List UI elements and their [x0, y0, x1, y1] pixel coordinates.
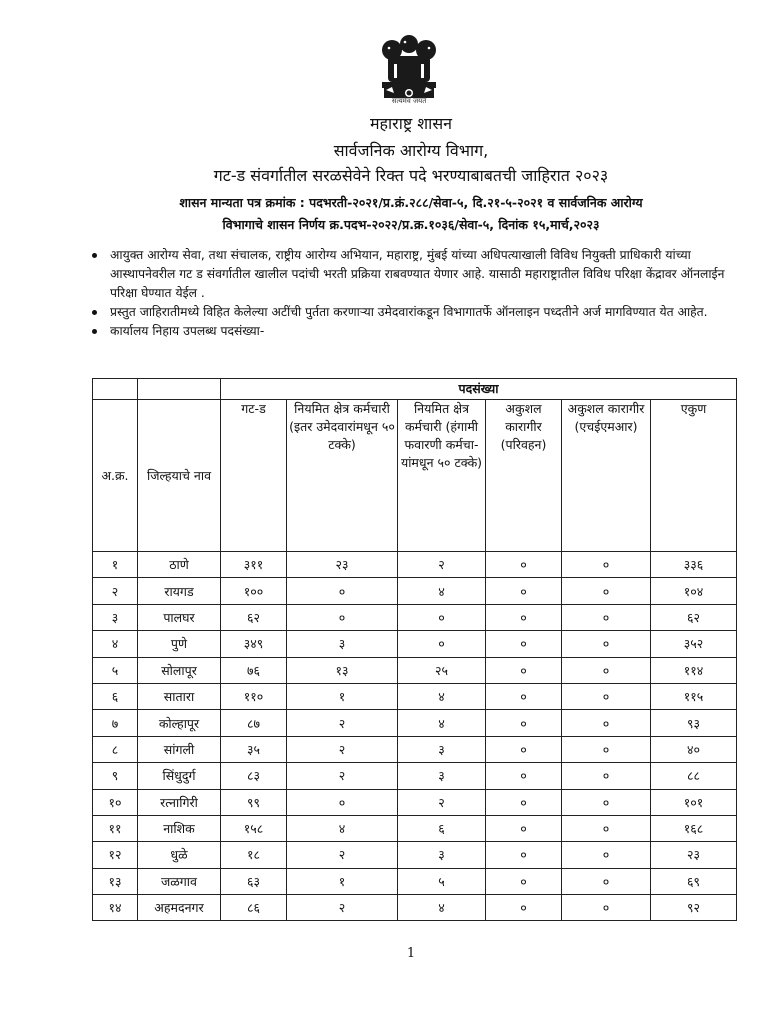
cell-district: सांगली	[138, 736, 221, 762]
column-header-gat-d: गट-ड	[221, 400, 287, 552]
cell-regular-other: २	[287, 710, 398, 736]
cell-district: पालघर	[138, 604, 221, 630]
bullet-dot	[92, 329, 97, 334]
cell-sr: ११	[93, 815, 138, 841]
cell-sr: १३	[93, 868, 138, 894]
bullet-dot	[92, 310, 97, 315]
bullet-dot	[92, 253, 97, 258]
table-row	[93, 868, 737, 894]
cell-unskilled-hmr: ०	[562, 710, 651, 736]
cell-regular-temp: २५	[398, 657, 486, 683]
cell-total: १६८	[651, 815, 737, 841]
cell-sr: १	[93, 552, 138, 578]
cell-unskilled-hmr: ०	[562, 657, 651, 683]
cell-unskilled-transport: ०	[486, 552, 562, 578]
table-row	[93, 895, 737, 921]
cell-regular-temp: ३	[398, 842, 486, 868]
table-row	[93, 683, 737, 709]
column-header-regular-temp: नियमित क्षेत्र कर्मचारी (हंगामी फवारणी कर्मचा-यांमधून ५० टक्के)	[398, 400, 486, 552]
cell-sr: ५	[93, 657, 138, 683]
cell-unskilled-transport: ०	[486, 736, 562, 762]
cell-total: ४०	[651, 736, 737, 762]
cell-regular-other: १	[287, 868, 398, 894]
cell-total: ९३	[651, 710, 737, 736]
page-number: 1	[406, 946, 416, 961]
cell-unskilled-hmr: ०	[562, 578, 651, 604]
vacancy-table	[92, 378, 737, 921]
cell-regular-other: २	[287, 895, 398, 921]
column-header-unskilled-hmr: अकुशल कारागीर (एचईएमआर)	[562, 400, 651, 552]
cell-total: ८८	[651, 763, 737, 789]
emblem-motto: सत्यमेव जयते	[391, 97, 427, 105]
cell-unskilled-transport: ०	[486, 578, 562, 604]
column-header-district: जिल्हयाचे नाव	[138, 400, 221, 552]
cell-sr: ३	[93, 604, 138, 630]
cell-regular-temp: ०	[398, 604, 486, 630]
cell-regular-temp: ४	[398, 895, 486, 921]
cell-regular-other: ०	[287, 578, 398, 604]
government-name: महाराष्ट्र शासन	[369, 114, 453, 133]
cell-sr: १४	[93, 895, 138, 921]
cell-gat-d: १५८	[221, 815, 287, 841]
bullet-text: आयुक्त आरोग्य सेवा, तथा संचालक, राष्ट्रीय आरोग्य अभियान, महाराष्ट्र, मुंबई यांच्या अधिपत्याखाली विविध नियुक्ती प्राधिकारी यांच्या आस्थापनेवरील गट ड संवर्गातील खालील पदांची भरती प्रक्रिया राबवण्यात येणार आहे. यासाठी महाराष्ट्रातील विविध परिक्षा केंद्रावर ऑनलाईन परिक्षा घेण्यात येईल .	[110, 248, 725, 300]
cell-gat-d: ६२	[221, 604, 287, 630]
cell-regular-other: २३	[287, 552, 398, 578]
cell-unskilled-hmr: ०	[562, 763, 651, 789]
cell-regular-other: २	[287, 842, 398, 868]
cell-regular-other: १	[287, 683, 398, 709]
cell-unskilled-hmr: ०	[562, 604, 651, 630]
cell-regular-other: ४	[287, 815, 398, 841]
table-row	[93, 604, 737, 630]
cell-district: ठाणे	[138, 552, 221, 578]
table-row	[93, 578, 737, 604]
cell-gat-d: ८३	[221, 763, 287, 789]
cell-district: कोल्हापूर	[138, 710, 221, 736]
cell-district: जळगाव	[138, 868, 221, 894]
column-header-unskilled-transport: अकुशल कारागीर (परिवहन)	[486, 400, 562, 552]
cell-regular-temp: ६	[398, 815, 486, 841]
cell-sr: ९	[93, 763, 138, 789]
cell-regular-temp: ४	[398, 710, 486, 736]
cell-gat-d: ३४९	[221, 631, 287, 657]
cell-district: सातारा	[138, 683, 221, 709]
cell-regular-temp: ४	[398, 683, 486, 709]
cell-regular-temp: ४	[398, 578, 486, 604]
government-resolution-line: विभागाचे शासन निर्णय क्र.पदभ-२०२२/प्र.क्र.१०३६/सेवा-५, दिनांक १५,मार्च,२०२३	[222, 217, 600, 232]
advertisement-title: गट-ड संवर्गातील सरळसेवेने रिक्त पदे भरण्याबाबतची जाहिरात २०२३	[213, 166, 609, 185]
cell-regular-temp: २	[398, 789, 486, 815]
blank-header-cell	[93, 379, 138, 400]
cell-regular-other: २	[287, 763, 398, 789]
cell-sr: १२	[93, 842, 138, 868]
cell-unskilled-transport: ०	[486, 631, 562, 657]
table-row	[93, 631, 737, 657]
cell-total: ३५२	[651, 631, 737, 657]
cell-unskilled-hmr: ०	[562, 868, 651, 894]
cell-unskilled-transport: ०	[486, 895, 562, 921]
cell-gat-d: ७६	[221, 657, 287, 683]
table-row	[93, 789, 737, 815]
table-row	[93, 657, 737, 683]
cell-unskilled-hmr: ०	[562, 736, 651, 762]
cell-unskilled-hmr: ०	[562, 552, 651, 578]
cell-unskilled-hmr: ०	[562, 895, 651, 921]
cell-sr: ४	[93, 631, 138, 657]
cell-sr: १०	[93, 789, 138, 815]
table-row	[93, 842, 737, 868]
cell-unskilled-hmr: ०	[562, 815, 651, 841]
cell-district: पुणे	[138, 631, 221, 657]
cell-total: ११४	[651, 657, 737, 683]
bullet-posts-available	[92, 322, 736, 341]
bullet-application-info	[92, 303, 736, 322]
cell-gat-d: ९९	[221, 789, 287, 815]
cell-total: ३३६	[651, 552, 737, 578]
cell-total: ९२	[651, 895, 737, 921]
column-header-regular-other: नियमित क्षेत्र कर्मचारी (इतर उमेदवारांमधून ५० टक्के)	[287, 400, 398, 552]
cell-regular-other: ०	[287, 604, 398, 630]
cell-regular-temp: ०	[398, 631, 486, 657]
cell-regular-temp: ३	[398, 763, 486, 789]
cell-gat-d: ३११	[221, 552, 287, 578]
cell-district: अहमदनगर	[138, 895, 221, 921]
cell-district: सोलापूर	[138, 657, 221, 683]
post-count-group-header: पदसंख्या	[221, 379, 737, 400]
table-row	[93, 710, 737, 736]
cell-sr: ६	[93, 683, 138, 709]
bullet-text: प्रस्तुत जाहिरातीमध्ये विहित केलेल्या अटींची पुर्तता करणाऱ्या उमेदवारांकडून विभागातर्फे ऑनलाइन पध्दतीने अर्ज मागविण्यात येत आहेत.	[110, 305, 708, 319]
cell-regular-temp: ५	[398, 868, 486, 894]
cell-sr: २	[93, 578, 138, 604]
cell-district: धुळे	[138, 842, 221, 868]
cell-unskilled-transport: ०	[486, 868, 562, 894]
cell-total: १०१	[651, 789, 737, 815]
bullet-list	[92, 246, 736, 341]
cell-unskilled-hmr: ०	[562, 683, 651, 709]
cell-unskilled-transport: ०	[486, 657, 562, 683]
cell-sr: ८	[93, 736, 138, 762]
cell-unskilled-transport: ०	[486, 683, 562, 709]
cell-total: २३	[651, 842, 737, 868]
cell-regular-other: १३	[287, 657, 398, 683]
cell-unskilled-transport: ०	[486, 815, 562, 841]
column-header-total: एकुण	[651, 400, 737, 552]
cell-unskilled-transport: ०	[486, 842, 562, 868]
bullet-recruitment-info	[92, 246, 736, 303]
cell-unskilled-hmr: ०	[562, 789, 651, 815]
cell-total: ६२	[651, 604, 737, 630]
cell-total: १०४	[651, 578, 737, 604]
cell-gat-d: १८	[221, 842, 287, 868]
cell-regular-temp: ३	[398, 736, 486, 762]
sanction-letter-line: शासन मान्यता पत्र क्रमांक : पदभरती-२०२१/प्र.क्रं.२८८/सेवा-५, दि.२१-५-२०२१ व सार्वजनिक आरोग्य	[179, 195, 643, 210]
cell-total: ६९	[651, 868, 737, 894]
cell-unskilled-transport: ०	[486, 604, 562, 630]
bullet-text: कार्यालय निहाय उपलब्ध पदसंख्या-	[110, 324, 265, 338]
cell-unskilled-hmr: ०	[562, 842, 651, 868]
cell-gat-d: ११०	[221, 683, 287, 709]
cell-sr: ७	[93, 710, 138, 736]
cell-gat-d: १००	[221, 578, 287, 604]
table-row	[93, 736, 737, 762]
cell-gat-d: ८७	[221, 710, 287, 736]
cell-unskilled-transport: ०	[486, 763, 562, 789]
department-name: सार्वजनिक आरोग्य विभाग,	[333, 141, 489, 160]
column-header-sr: अ.क्र.	[93, 400, 138, 552]
table-row	[93, 552, 737, 578]
cell-unskilled-transport: ०	[486, 789, 562, 815]
cell-regular-temp: २	[398, 552, 486, 578]
blank-header-cell	[138, 379, 221, 400]
table-row	[93, 815, 737, 841]
cell-regular-other: ०	[287, 789, 398, 815]
cell-gat-d: ८६	[221, 895, 287, 921]
cell-regular-other: २	[287, 736, 398, 762]
cell-unskilled-hmr: ०	[562, 631, 651, 657]
cell-gat-d: ३५	[221, 736, 287, 762]
cell-regular-other: ३	[287, 631, 398, 657]
cell-district: सिंधुदुर्ग	[138, 763, 221, 789]
cell-gat-d: ६३	[221, 868, 287, 894]
cell-district: रायगड	[138, 578, 221, 604]
cell-district: नाशिक	[138, 815, 221, 841]
cell-unskilled-transport: ०	[486, 710, 562, 736]
cell-total: ११५	[651, 683, 737, 709]
table-row	[93, 763, 737, 789]
cell-district: रत्नागिरी	[138, 789, 221, 815]
